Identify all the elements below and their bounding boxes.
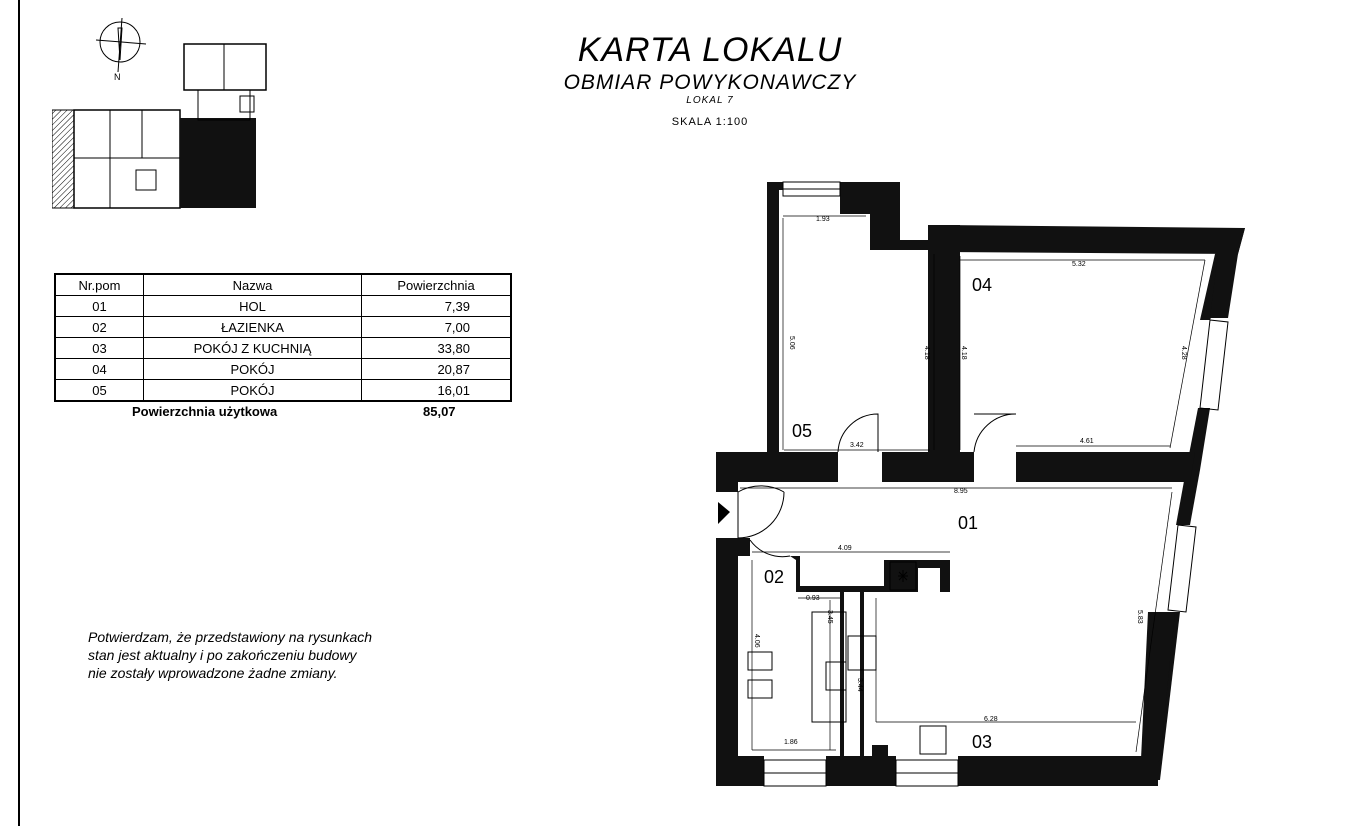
unit-label: LOKAL 7 (686, 95, 734, 106)
total-area-value: 85,07 (423, 404, 456, 419)
total-area-label: Powierzchnia użytkowa (132, 404, 278, 419)
walls (716, 182, 1245, 786)
dim-label: 6.28 (984, 716, 998, 723)
room-name: ŁAZIENKA (143, 317, 361, 338)
room-nr: 03 (55, 338, 143, 359)
dim-label: 3.45 (826, 610, 833, 624)
statement-line: Potwierdzam, że przedstawiony na rysunkach (88, 629, 373, 645)
dim-label: 8.95 (954, 488, 968, 495)
room-label-04: 04 (972, 275, 993, 295)
header-name: Nazwa (143, 274, 361, 296)
room-label-02: 02 (764, 567, 785, 587)
header-area: Powierzchnia (362, 274, 511, 296)
dim-label: 1.93 (816, 216, 830, 223)
scale-label: SKALA 1:100 (671, 116, 749, 128)
statement-line: nie zostały wprowadzone żadne zmiany. (88, 665, 338, 681)
room-area: 7,39 (362, 296, 511, 317)
dim-label: 5.83 (1136, 610, 1143, 624)
dim-label: 5.32 (1072, 261, 1086, 268)
room-nr: 04 (55, 359, 143, 380)
dimension-lines (740, 216, 1205, 752)
statement-line: stan jest aktualny i po zakończeniu budowy (88, 647, 357, 663)
room-nr: 05 (55, 380, 143, 402)
ventilation-icon (898, 570, 908, 582)
entrance-marker-icon (718, 502, 730, 524)
room-label-01: 01 (958, 513, 979, 533)
room-area: 20,87 (362, 359, 511, 380)
page-title: KARTA LOKALU (577, 31, 843, 69)
dim-label: 4.18 (923, 346, 930, 360)
room-name: POKÓJ (143, 380, 361, 402)
dim-label: 4.09 (838, 545, 852, 552)
room-name: POKÓJ (143, 359, 361, 380)
room-nr: 01 (55, 296, 143, 317)
dim-label: 4.18 (960, 346, 967, 360)
room-label-03: 03 (972, 732, 993, 752)
room-nr: 02 (55, 317, 143, 338)
dim-label: 3.44 (856, 678, 863, 692)
room-area: 33,80 (362, 338, 511, 359)
room-name: HOL (143, 296, 361, 317)
dim-label: 4.28 (1180, 346, 1187, 360)
room-area: 16,01 (362, 380, 511, 402)
dim-label: 4.61 (1080, 438, 1094, 445)
dim-label: 5.06 (788, 336, 795, 350)
dim-label: 3.42 (850, 442, 864, 449)
dim-label: 4.06 (753, 634, 760, 648)
room-name: POKÓJ Z KUCHNIĄ (143, 338, 361, 359)
header-nr: Nr.pom (55, 274, 143, 296)
room-area: 7,00 (362, 317, 511, 338)
room-label-05: 05 (792, 421, 813, 441)
page-subtitle: OBMIAR POWYKONAWCZY (563, 71, 857, 94)
compass-north-label: N (114, 72, 121, 82)
dim-label: 1.86 (784, 739, 798, 746)
dim-label: 0.93 (806, 595, 820, 602)
